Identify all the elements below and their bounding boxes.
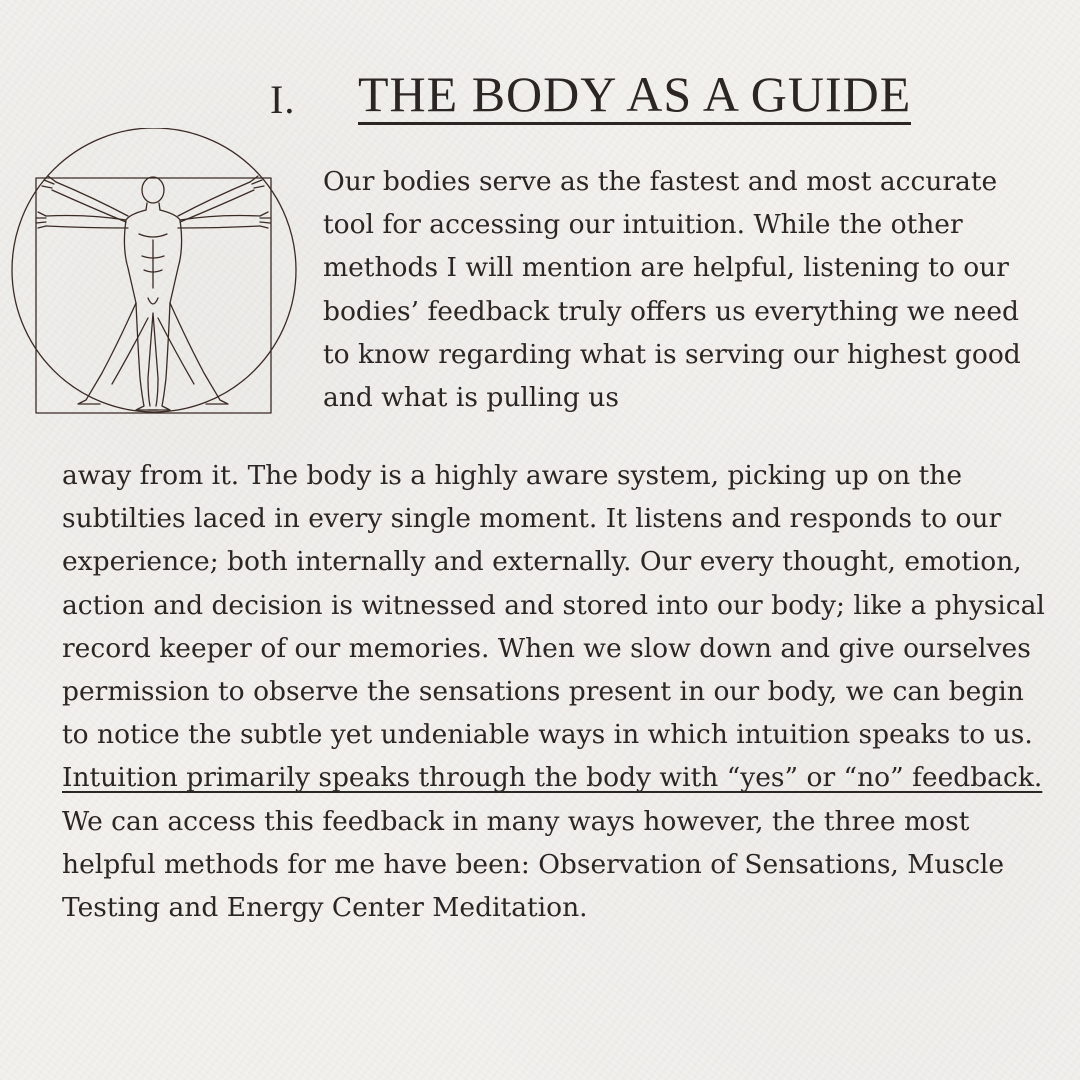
emphasized-statement: Intuition primarily speaks through the body with “yes” or “no” feedback. <box>62 762 1043 794</box>
body-text-end: We can access this feedback in many ways however, the three most helpful methods for me have been: Observation of Sensations, Muscle Testing and Energy Center Meditation. <box>62 805 1005 924</box>
page-title <box>0 66 1080 126</box>
section-heading: THE BODY AS A GUIDE <box>358 66 911 125</box>
vitruvian-man-icon <box>8 128 300 420</box>
body-paragraph <box>62 454 1052 929</box>
intro-paragraph: Our bodies serve as the fastest and most accurate tool for accessing our intuition. While the other methods I will mention are helpful, listening to our bodies’ feedback truly offers us everything we need to know regarding what is serving our highest good and what is pulling us <box>323 166 1021 414</box>
section-numeral: I. <box>270 77 296 122</box>
body-text-start: away from it. The body is a highly aware system, picking up on the subtilties laced in every single moment. It listens and responds to our experience; both internally and externally. Our every thought, emotion, action and decision is witnessed and stored into our body; like a physical record keeper of our memories. When we slow down and give ourselves permission to observe the sensations present in our body, we can begin to notice the subtle yet undeniable ways in which intuition speaks to us. <box>62 460 1045 751</box>
vitruvian-man-illustration <box>8 128 300 420</box>
